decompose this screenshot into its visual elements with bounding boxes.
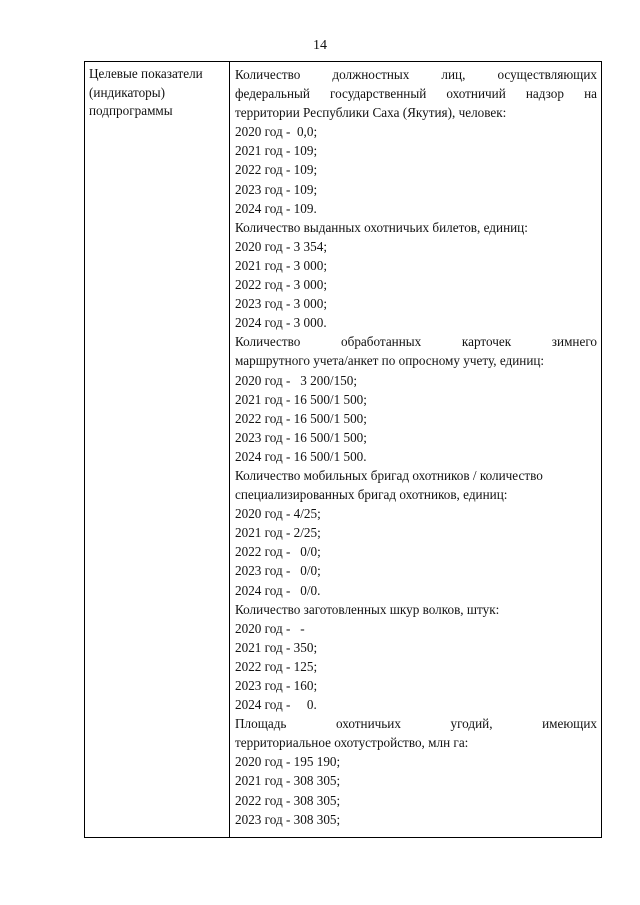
indicator-line: Количество мобильных бригад охотников / количество bbox=[235, 467, 543, 483]
indicator-line: 2023 год - 308 305; bbox=[235, 811, 341, 827]
indicator-line: 2024 год - 0/0. bbox=[235, 582, 321, 598]
indicator-line: 2022 год - 125; bbox=[235, 658, 318, 674]
indicator-line: 2020 год - 195 190; bbox=[235, 754, 341, 770]
indicator-line: 2022 год - 109; bbox=[235, 162, 318, 178]
indicator-line: 2022 год - 3 000; bbox=[235, 277, 327, 293]
indicator-line: 2023 год - 16 500/1 500; bbox=[235, 429, 367, 445]
indicator-line: территориальное охотустройство, млн га: bbox=[235, 735, 469, 751]
indicator-line: 2024 год - 3 000. bbox=[235, 315, 327, 331]
indicator-line: 2020 год - 3 354; bbox=[235, 238, 327, 254]
label-line: (индикаторы) bbox=[89, 84, 166, 100]
indicator-line: 2024 год - 0. bbox=[235, 697, 317, 713]
indicators-label-cell bbox=[85, 62, 230, 837]
label-line: Целевые показатели bbox=[89, 66, 203, 81]
indicator-line: 2021 год - 2/25; bbox=[235, 525, 321, 541]
indicator-line: 2024 год - 109. bbox=[235, 200, 317, 216]
page-number: 14 bbox=[313, 38, 327, 53]
indicators-values-cell bbox=[230, 62, 601, 837]
indicator-line: 2020 год - 3 200/150; bbox=[235, 372, 358, 388]
indicator-line: Количество обработанных карточек зимнего bbox=[235, 334, 597, 350]
indicator-line: 2023 год - 160; bbox=[235, 678, 318, 693]
indicator-line: 2020 год - 0,0; bbox=[235, 124, 318, 140]
indicator-line: 2021 год - 16 500/1 500; bbox=[235, 391, 367, 407]
indicator-line: территории Республики Саха (Якутия), человек: bbox=[235, 105, 507, 121]
indicators-table bbox=[84, 61, 602, 838]
indicator-line: маршрутного учета/анкет по опросному учету, единиц: bbox=[235, 353, 545, 369]
indicator-line: 2021 год - 109; bbox=[235, 143, 318, 159]
indicator-line: 2023 год - 3 000; bbox=[235, 296, 327, 312]
indicator-line: 2023 год - 109; bbox=[235, 181, 318, 197]
indicator-line: 2020 год - 4/25; bbox=[235, 506, 321, 522]
indicator-line: 2022 год - 16 500/1 500; bbox=[235, 410, 367, 426]
indicator-line: 2023 год - 0/0; bbox=[235, 563, 321, 579]
indicator-line: 2024 год - 16 500/1 500. bbox=[235, 448, 367, 464]
indicator-line: Количество выданных охотничьих билетов, единиц: bbox=[235, 219, 528, 235]
indicator-line: 2022 год - 0/0; bbox=[235, 544, 321, 560]
indicator-line: Количество должностных лиц, осуществляющих bbox=[235, 67, 597, 82]
indicator-line: Площадь охотничьих угодий, имеющих bbox=[235, 716, 597, 732]
indicator-line: Количество заготовленных шкур волков, штук: bbox=[235, 601, 500, 617]
indicator-line: федеральный государственный охотничий надзор на bbox=[235, 86, 597, 102]
indicator-line: 2022 год - 308 305; bbox=[235, 792, 341, 808]
label-line: подпрограммы bbox=[89, 103, 173, 119]
indicator-line: 2020 год - - bbox=[235, 620, 305, 636]
indicator-line: 2021 год - 308 305; bbox=[235, 773, 341, 789]
indicator-line: специализированных бригад охотников, единиц: bbox=[235, 487, 508, 503]
indicator-line: 2021 год - 3 000; bbox=[235, 257, 327, 273]
indicator-line: 2021 год - 350; bbox=[235, 639, 318, 655]
